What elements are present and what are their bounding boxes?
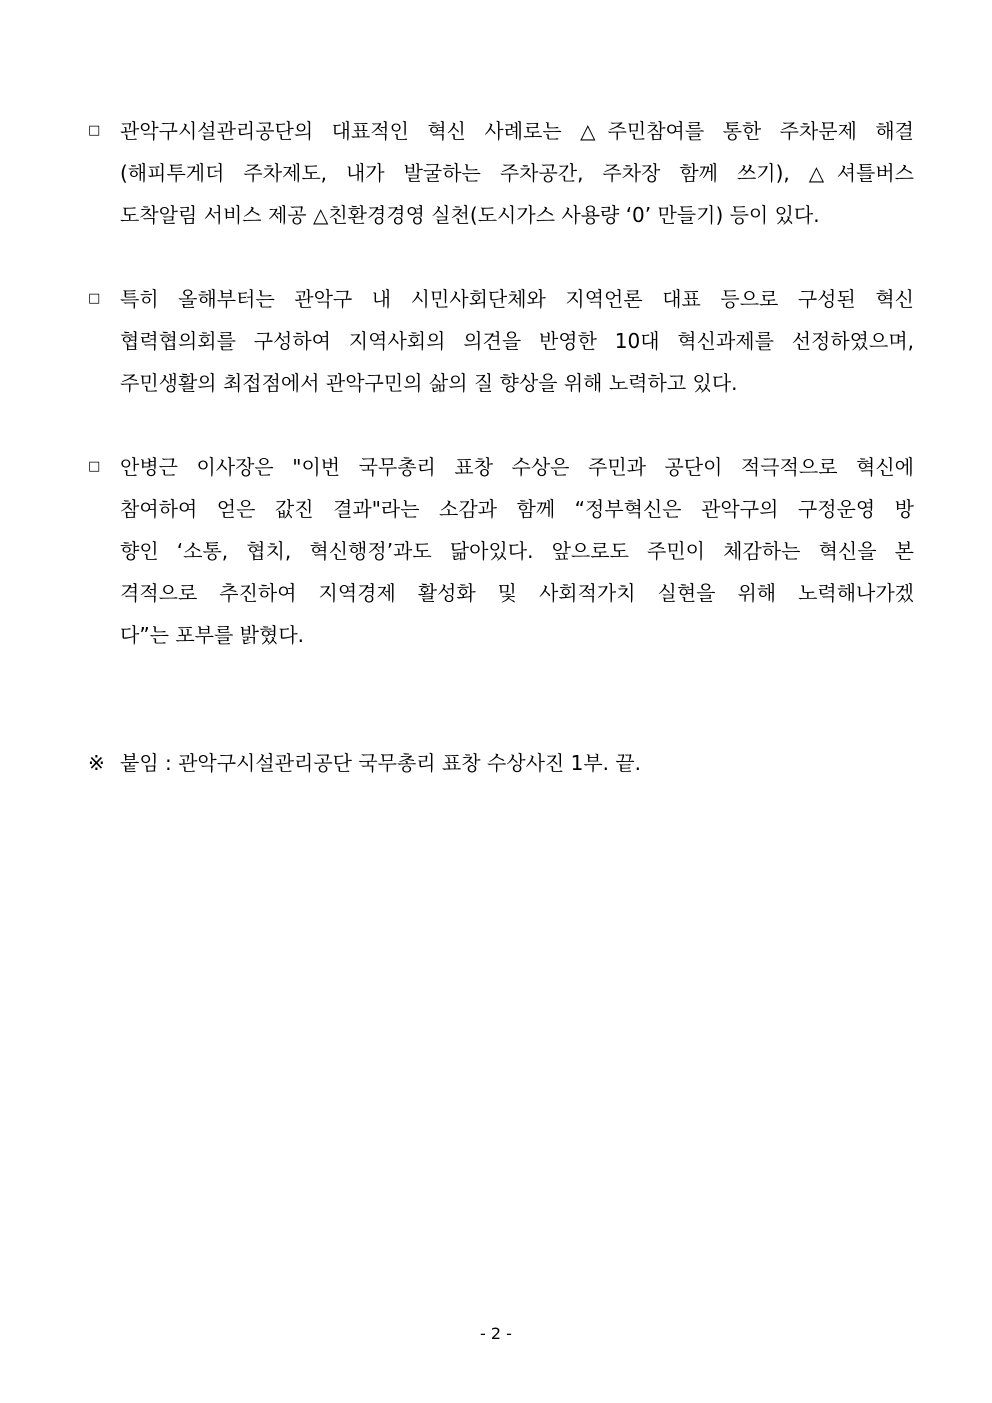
reference-mark-icon: ※: [88, 751, 105, 775]
paragraph-line: (해피투게더 주차제도, 내가 발굴하는 주차공간, 주차장 함께 쓰기), △셔틀버스: [120, 161, 914, 185]
paragraph-line: 향인 ‘소통, 협치, 혁신행정’과도 닮아있다. 앞으로도 주민이 체감하는 혁신을 본: [120, 539, 914, 563]
paragraph-line: 참여하여 얻은 값진 결과"라는 소감과 함께 “정부혁신은 관악구의 구정운영 방: [120, 497, 914, 521]
paragraph-line: 협력협의회를 구성하여 지역사회의 의견을 반영한 10대 혁신과제를 선정하였으며,: [120, 329, 914, 353]
attachment-note: [88, 742, 914, 784]
page-number: - 2 -: [480, 1324, 512, 1343]
paragraph-line: 도착알림 서비스 제공 △친환경경영 실천(도시가스 사용량 ‘0’ 만들기) 등이 있다.: [120, 203, 820, 227]
square-bullet-icon: □: [88, 459, 101, 474]
paragraph-line: 관악구시설관리공단의 대표적인 혁신 사례로는 △주민참여를 통한 주차문제 해결: [120, 119, 914, 143]
paragraph-line: 주민생활의 최접점에서 관악구민의 삶의 질 향상을 위해 노력하고 있다.: [120, 371, 738, 395]
paragraph-line: 안병근 이사장은 "이번 국무총리 표창 수상은 주민과 공단이 적극적으로 혁신에: [120, 455, 914, 479]
paragraph-line: 격적으로 추진하여 지역경제 활성화 및 사회적가치 실현을 위해 노력해나가겠: [120, 581, 914, 605]
paragraph-line: 다”는 포부를 밝혔다.: [120, 623, 304, 647]
square-bullet-icon: □: [88, 291, 101, 306]
paragraph-line: 특히 올해부터는 관악구 내 시민사회단체와 지역언론 대표 등으로 구성된 혁신: [120, 287, 914, 311]
square-bullet-icon: □: [88, 123, 101, 138]
attachment-note-text: 붙임 : 관악구시설관리공단 국무총리 표창 수상사진 1부. 끝.: [120, 751, 642, 775]
